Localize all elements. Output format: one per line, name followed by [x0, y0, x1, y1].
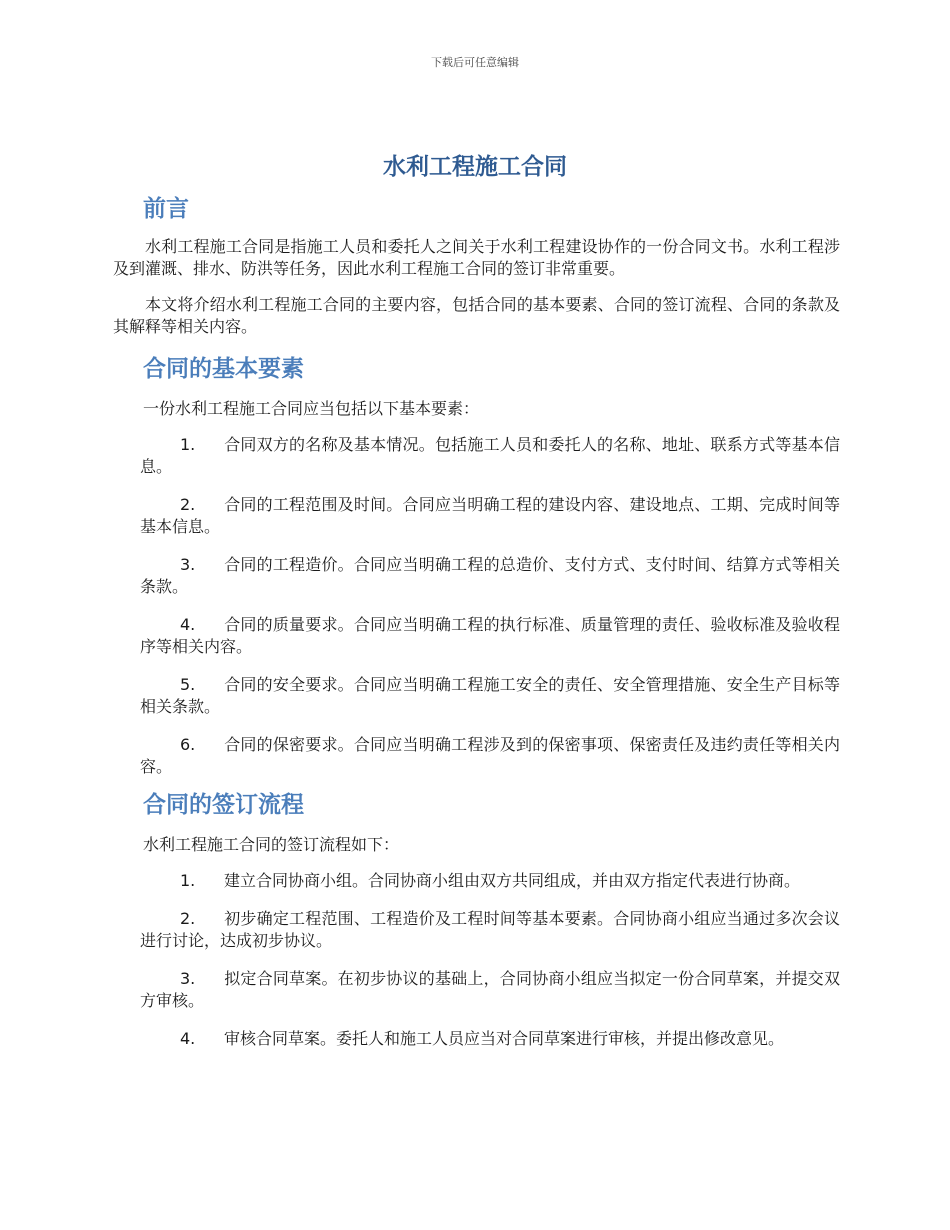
list-item-text: 拟定合同草案。在初步协议的基础上，合同协商小组应当拟定一份合同草案，并提交双方审核。	[140, 969, 840, 1010]
document-body	[113, 192, 840, 1050]
list-item-text: 合同的工程造价。合同应当明确工程的总造价、支付方式、支付时间、结算方式等相关条款。	[140, 555, 840, 596]
list-item	[140, 870, 840, 892]
document-title: 水利工程施工合同	[383, 154, 567, 180]
list-item	[140, 494, 840, 538]
section-preface	[113, 192, 840, 338]
list-item	[140, 908, 840, 952]
list-item-number: 1.	[180, 435, 196, 454]
list-item	[140, 434, 840, 478]
list-item-number: 3.	[180, 555, 196, 574]
list-item	[140, 554, 840, 598]
list-item-number: 5.	[180, 675, 196, 694]
section-intro: 水利工程施工合同的签订流程如下：	[143, 835, 400, 854]
list-item-number: 6.	[180, 735, 196, 754]
section-intro: 一份水利工程施工合同应当包括以下基本要素：	[143, 399, 480, 418]
section-heading-signing-process: 合同的签订流程	[143, 792, 304, 818]
section-signing-process	[113, 788, 840, 1050]
section-heading-preface: 前言	[143, 196, 189, 222]
list-item-text: 合同的安全要求。合同应当明确工程施工安全的责任、安全管理措施、安全生产目标等相关条款。	[140, 675, 840, 716]
basic-elements-list	[113, 434, 840, 778]
list-item	[140, 674, 840, 718]
list-item-number: 2.	[180, 909, 196, 928]
list-item-text: 合同双方的名称及基本情况。包括施工人员和委托人的名称、地址、联系方式等基本信息。	[140, 435, 840, 476]
list-item	[140, 1028, 840, 1050]
signing-process-list	[113, 870, 840, 1050]
list-item-number: 2.	[180, 495, 196, 514]
list-item-text: 建立合同协商小组。合同协商小组由双方共同组成，并由双方指定代表进行协商。	[224, 871, 801, 890]
preface-paragraph: 本文将介绍水利工程施工合同的主要内容，包括合同的基本要素、合同的签订流程、合同的条款及其解释等相关内容。	[113, 295, 840, 336]
list-item-number: 4.	[180, 1029, 196, 1048]
list-item-text: 初步确定工程范围、工程造价及工程时间等基本要素。合同协商小组应当通过多次会议进行讨论，达成初步协议。	[140, 909, 840, 950]
list-item-text: 合同的质量要求。合同应当明确工程的执行标准、质量管理的责任、验收标准及验收程序等相关内容。	[140, 615, 840, 656]
list-item-number: 4.	[180, 615, 196, 634]
list-item-number: 1.	[180, 871, 196, 890]
section-heading-basic-elements: 合同的基本要素	[143, 356, 304, 382]
preface-paragraph: 水利工程施工合同是指施工人员和委托人之间关于水利工程建设协作的一份合同文书。水利工程涉及到灌溉、排水、防洪等任务，因此水利工程施工合同的签订非常重要。	[113, 237, 840, 278]
list-item-number: 3.	[180, 969, 196, 988]
list-item	[140, 968, 840, 1012]
list-item-text: 合同的工程范围及时间。合同应当明确工程的建设内容、建设地点、工期、完成时间等基本信息。	[140, 495, 840, 536]
list-item	[140, 734, 840, 778]
section-basic-elements	[113, 352, 840, 778]
header-note: 下载后可任意编辑	[431, 56, 519, 69]
list-item	[140, 614, 840, 658]
list-item-text: 合同的保密要求。合同应当明确工程涉及到的保密事项、保密责任及违约责任等相关内容。	[140, 735, 840, 776]
list-item-text: 审核合同草案。委托人和施工人员应当对合同草案进行审核，并提出修改意见。	[224, 1029, 785, 1048]
